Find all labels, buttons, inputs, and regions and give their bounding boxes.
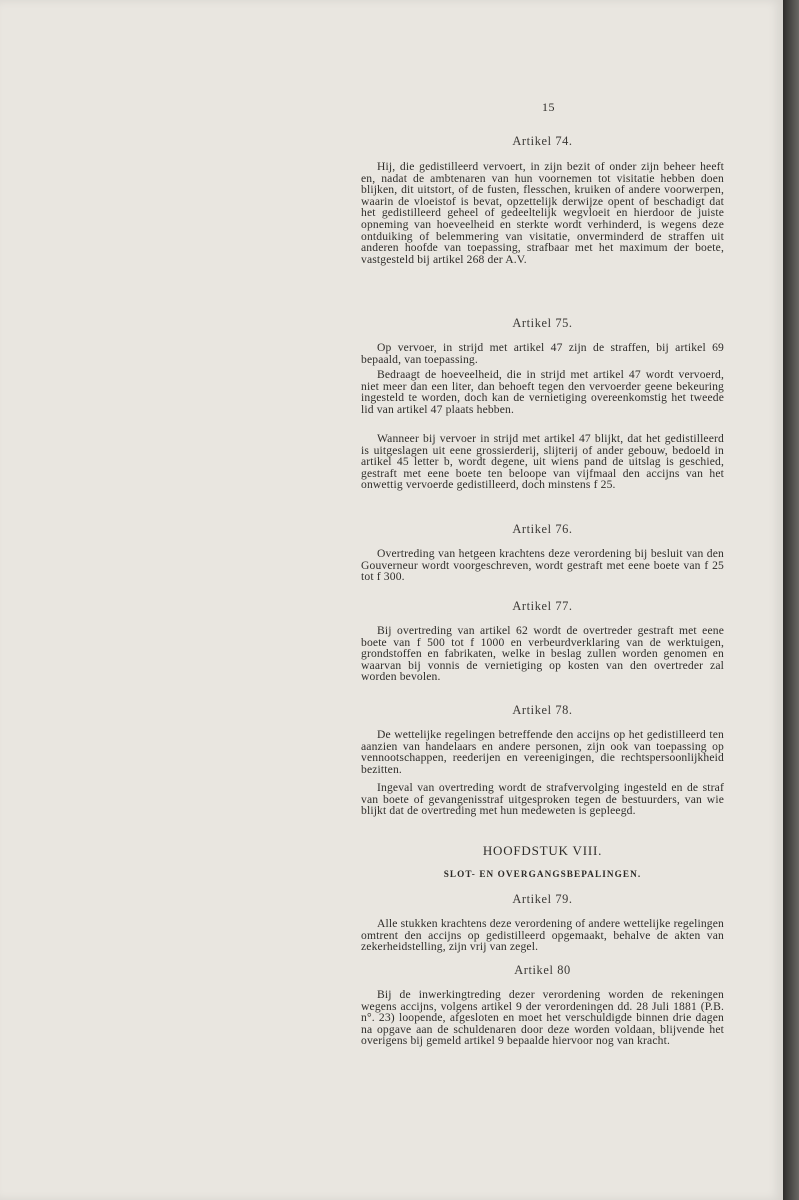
article-75-paragraph-3: Wanneer bij vervoer in strijd met artikel 47 blijkt, dat het gedistilleerd is uitgeslagen uit eene grossierderij, slijterij of ander gebouw, bedoeld in artikel 45 letter b, wordt degene, uit wiens pand de uitslag is geschied, gestraft met eene boete ten beloope van vijfmaal den accijns van het onwettig vervoerde gedistilleerd, doch minstens f 25. — [361, 432, 724, 492]
article-78-paragraph-1: De wettelijke regelingen betreffende den accijns op het gedistilleerd ten aanzien van handelaars en andere personen, zijn ook van toepassing op vennootschappen, reederijen en vereenigingen, die rechtspersoonlijkheid bezitten. — [361, 728, 724, 776]
article-80-paragraph-1: Bij de inwerkingtreding dezer verordening worden de rekeningen wegens accijns, volgens artikel 9 der verordeningen dd. 28 Juli 1881 (P.B. n°. 23) loopende, afgesloten en moet het verschuldigde binnen drie dagen na opgave aan de schuldenaren door deze worden voldaan, blijvende het overigens bij gemeld artikel 9 bepaalde hiervoor nog van kracht. — [361, 988, 724, 1048]
scan-border — [783, 0, 799, 1200]
article-75-paragraph-1: Op vervoer, in strijd met artikel 47 zijn de straffen, bij artikel 69 bepaald, van toepassing. — [361, 341, 724, 366]
article-76-paragraph-1: Overtreding van hetgeen krachtens deze verordening bij besluit van den Gouverneur wordt voorgeschreven, wordt gestraft met eene boete van f 25 tot f 300. — [361, 547, 724, 584]
article-79-heading: Artikel 79. — [512, 892, 573, 906]
article-76-heading: Artikel 76. — [512, 522, 573, 536]
article-79-paragraph-1: Alle stukken krachtens deze verordening of andere wettelijke regelingen omtrent den accijns op gedistilleerd opgemaakt, behalve de akten van zekerheidstelling, zijn vrij van zegel. — [361, 917, 724, 954]
article-77-paragraph-1: Bij overtreding van artikel 62 wordt de overtreder gestraft met eene boete van f 500 tot f 1000 en verbeurdverklaring van de werktuigen, grondstoffen en fabrikaten, welke in beslag zullen worden genomen en waarvan bij vonnis de vernietiging op kosten van den overtreder zal worden bevolen. — [361, 624, 724, 684]
article-74-heading: Artikel 74. — [512, 134, 573, 148]
article-78-heading: Artikel 78. — [512, 703, 573, 717]
article-78-paragraph-2: Ingeval van overtreding wordt de strafvervolging ingesteld en de straf van boete of gevangenisstraf uitgesproken tegen de bestuurders, van wie blijkt dat de overtreding met hun medeweten is gepleegd. — [361, 781, 724, 818]
article-77-heading: Artikel 77. — [512, 599, 573, 613]
chapter-heading: HOOFDSTUK VIII. — [482, 843, 603, 858]
article-74-paragraph-1: Hij, die gedistilleerd vervoert, in zijn bezit of onder zijn beheer heeft en, nadat de ambtenaren van hun voornemen tot visitatie hebben doen blijken, dit uitstort, of de fusten, flesschen, kruiken of andere voorwerpen, waarin de vloeistof is bevat, opzettelijk derwijze opent of beschadigt dat het gedistilleerd geheel of gedeeltelijk wegvloeit en hierdoor de juiste opneming van hoeveelheid en sterkte wordt verhinderd, is wegens deze ontduiking of belemmering van visitatie, onverminderd de straffen uit anderen hoofde van toepassing, strafbaar met het maximum der boete, vastgesteld bij artikel 268 der A.V. — [361, 160, 724, 266]
article-80-heading: Artikel 80 — [514, 963, 571, 977]
article-75-paragraph-2: Bedraagt de hoeveelheid, die in strijd met artikel 47 wordt vervoerd, niet meer dan een liter, dan behoeft tegen den vervoerder geene bekeuring ingesteld te worden, doch kan de vernietiging overeenkomstig het tweede lid van artikel 47 plaats hebben. — [361, 368, 724, 416]
article-75-heading: Artikel 75. — [512, 316, 573, 330]
chapter-subheading: SLOT- EN OVERGANGSBEPALINGEN. — [443, 869, 642, 879]
page-number: 15 — [542, 100, 555, 114]
